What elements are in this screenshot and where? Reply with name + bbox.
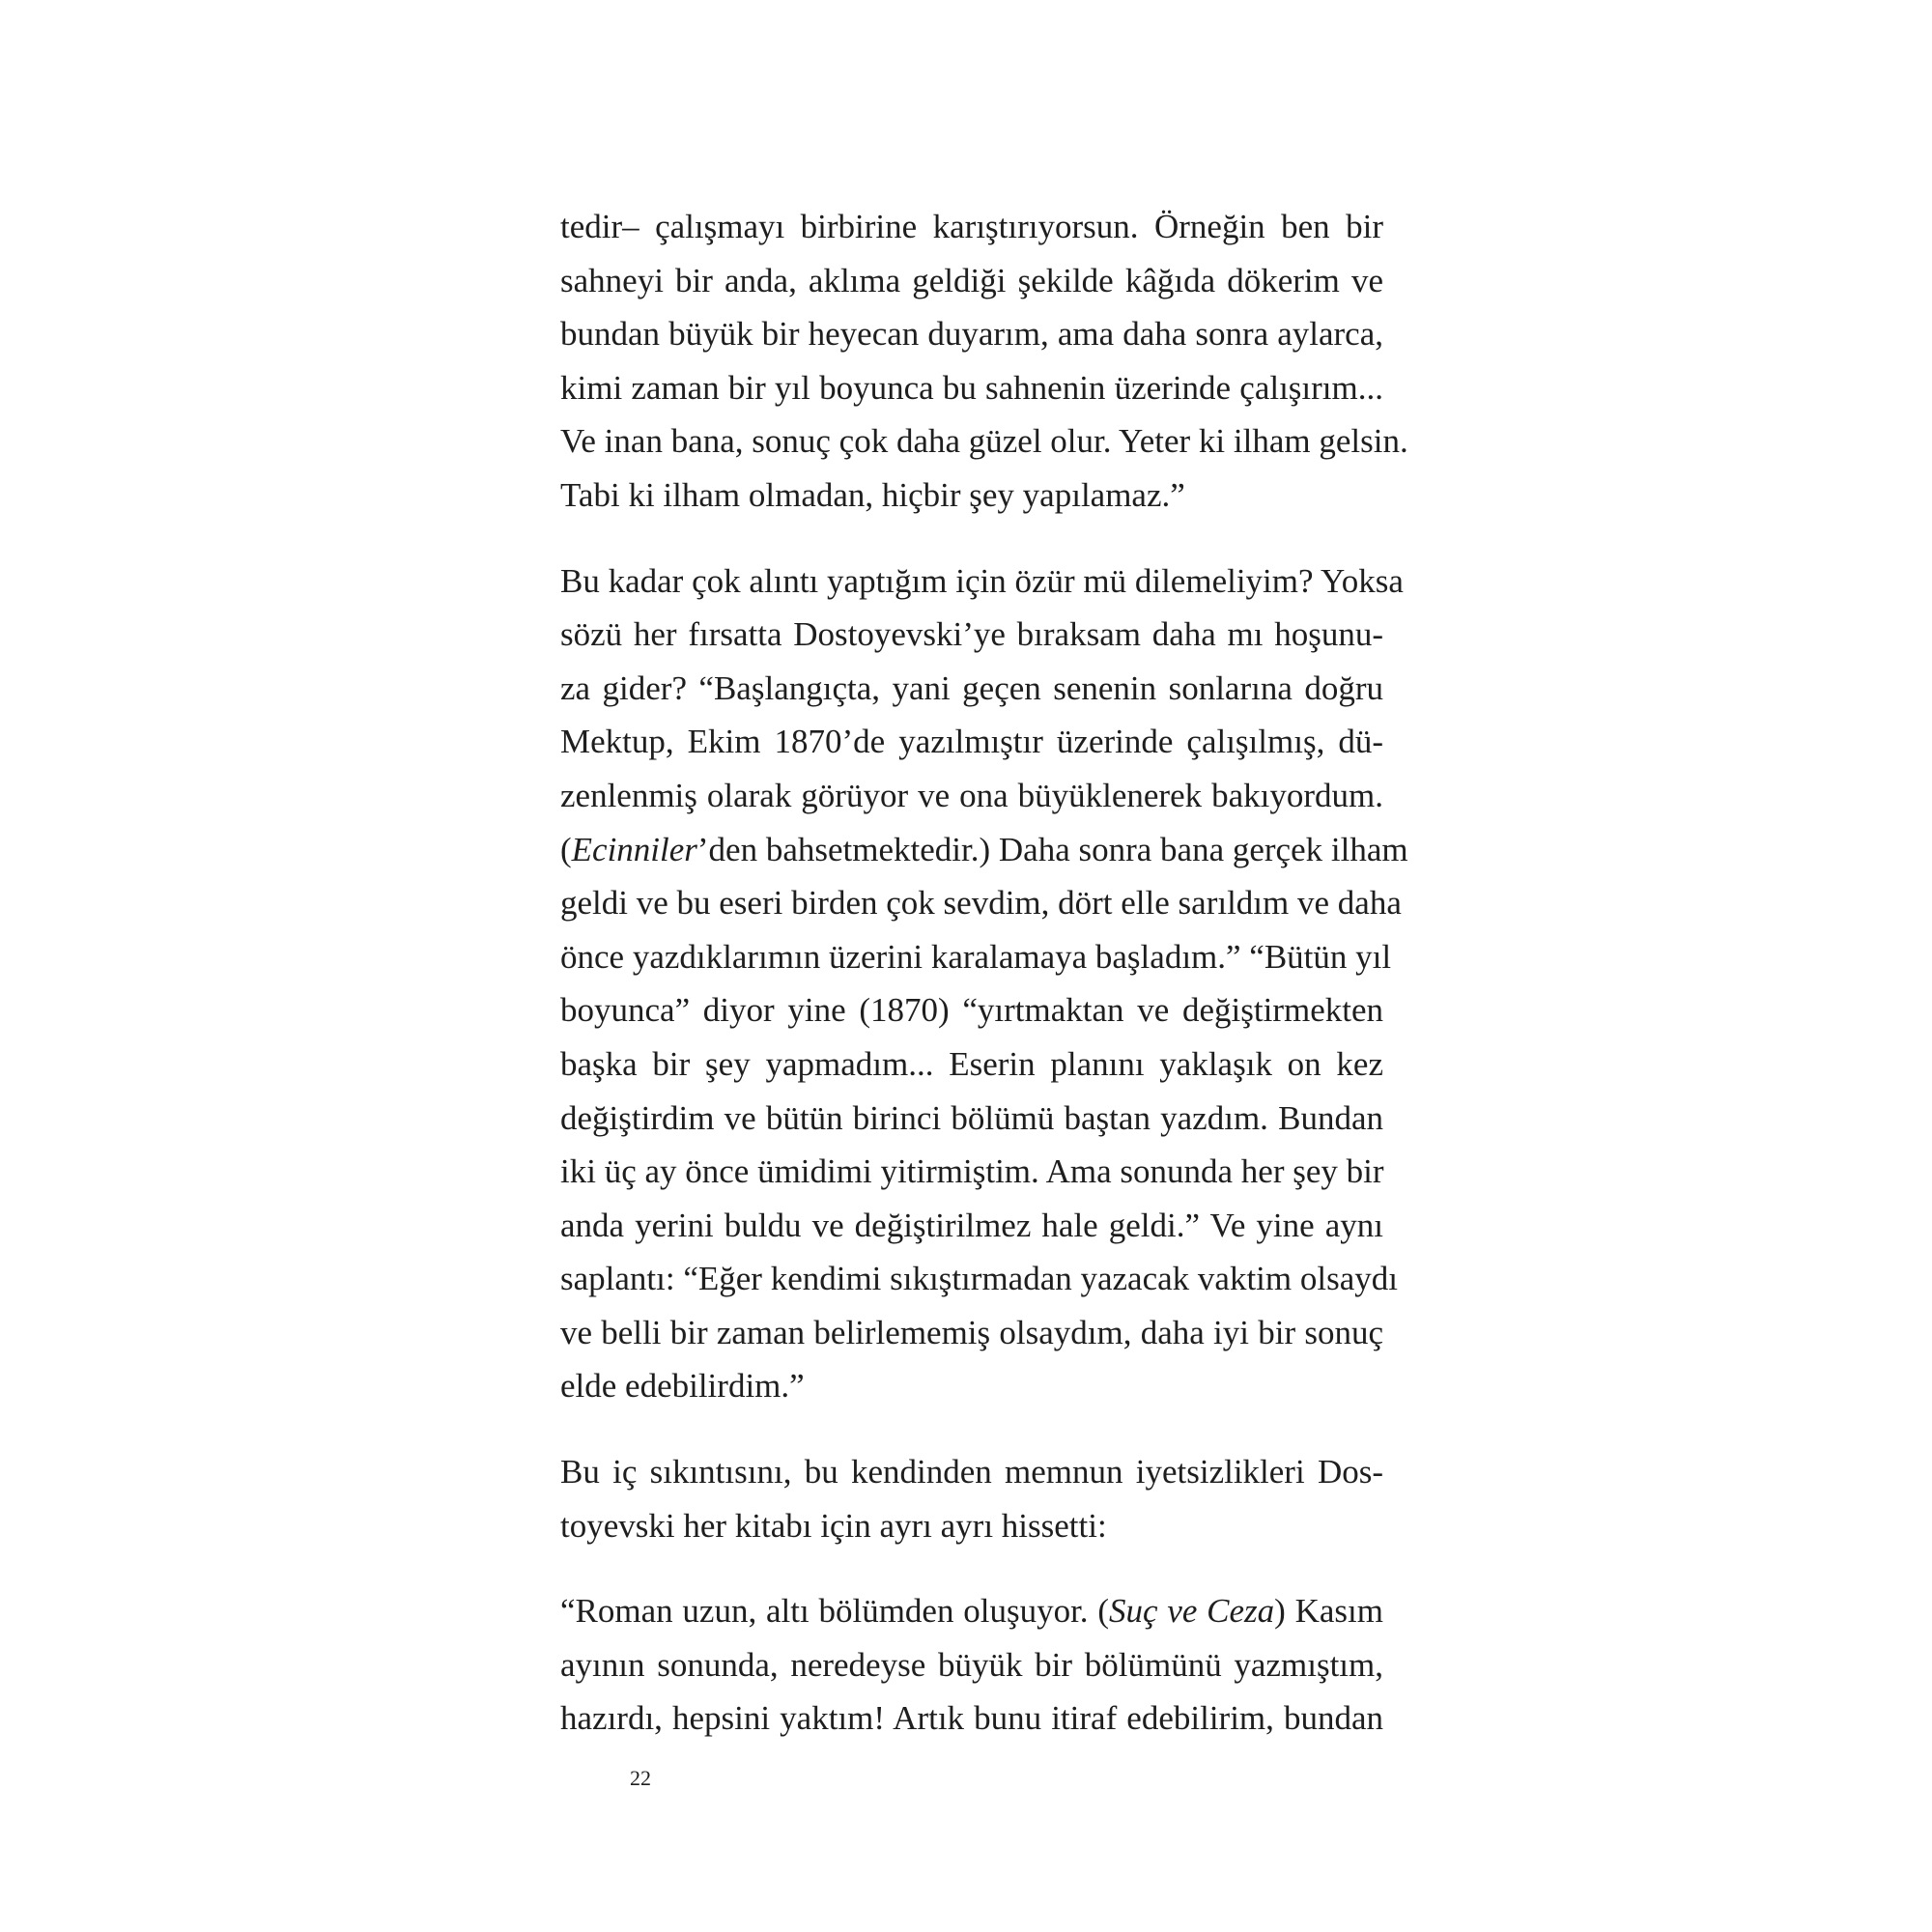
paragraph-4 [560, 1584, 1383, 1746]
text-line: sözü her fırsatta Dostoyevski’ye bıraksam daha mı hoşunu- [560, 615, 1383, 654]
text-line: boyunca” diyor yine (1870) “yırtmaktan ve değiştirmekten [560, 991, 1383, 1030]
text-line: Bu iç sıkıntısını, bu kendinden memnun iyetsizlikleri Dos- [560, 1453, 1383, 1492]
text-line: toyevski her kitabı için ayrı ayrı hissetti: [560, 1506, 1107, 1545]
text-line: değiştirdim ve bütün birinci bölümü baştan yazdım. Bundan [560, 1098, 1383, 1137]
text-line: Bu kadar çok alıntı yaptığım için özür mü dilemeliyim? Yoksa [560, 561, 1404, 600]
text-line: anda yerini buldu ve değiştirilmez hale geldi.” Ve yine aynı [560, 1206, 1383, 1244]
text-line: “Roman uzun, altı bölümden oluşuyor. (Suç ve Ceza) Kasım [560, 1592, 1383, 1631]
paragraph-2 [560, 554, 1408, 1414]
text-line: önce yazdıklarımın üzerini karalamaya başladım.” “Bütün yıl [560, 937, 1392, 976]
text-line: geldi ve bu eseri birden çok sevdim, dört elle sarıldım ve daha [560, 884, 1402, 923]
text-line: ve belli bir zaman belirlememiş olsaydım, daha iyi bir sonuç [560, 1313, 1383, 1351]
text-line: (Ecinniler’den bahsetmektedir.) Daha sonra bana gerçek ilham [560, 830, 1408, 868]
text-line: Ve inan bana, sonuç çok daha güzel olur. Yeter ki ilham gelsin. [560, 422, 1408, 461]
paragraph-1 [560, 200, 1408, 523]
text-line: hazırdı, hepsini yaktım! Artık bunu itiraf edebilirim, bundan [560, 1699, 1383, 1738]
body-text [560, 200, 1408, 1777]
text-line: iki üç ay önce ümidimi yitirmiştim. Ama sonunda her şey bir [560, 1152, 1384, 1191]
text-line: Tabi ki ilham olmadan, hiçbir şey yapılamaz.” [560, 475, 1185, 514]
paragraph-3 [560, 1445, 1383, 1552]
text-line: ayının sonunda, neredeyse büyük bir bölümünü yazmıştım, [560, 1645, 1383, 1684]
text-line: başka bir şey yapmadım... Eserin planını yaklaşık on kez [560, 1044, 1383, 1083]
text-line: elde edebilirdim.” [560, 1367, 805, 1406]
text-line: tedir– çalışmayı birbirine karıştırıyorsun. Örneğin ben bir [560, 208, 1383, 245]
text-line: kimi zaman bir yıl boyunca bu sahnenin üzerinde çalışırım... [560, 368, 1383, 407]
text-line: Mektup, Ekim 1870’de yazılmıştır üzerinde çalışılmış, dü- [560, 723, 1383, 761]
text-line: sahneyi bir anda, aklıma geldiği şekilde kâğıda dökerim ve [560, 261, 1383, 299]
text-line: zenlenmiş olarak görüyor ve ona büyüklenerek bakıyordum. [560, 776, 1383, 814]
text-line: bundan büyük bir heyecan duyarım, ama daha sonra aylarca, [560, 315, 1383, 354]
text-line: za gider? “Başlangıçta, yani geçen senenin sonlarına doğru [560, 668, 1383, 707]
text-line: saplantı: “Eğer kendimi sıkıştırmadan yazacak vaktim olsaydı [560, 1260, 1398, 1298]
page-number: 22 [630, 1766, 651, 1790]
